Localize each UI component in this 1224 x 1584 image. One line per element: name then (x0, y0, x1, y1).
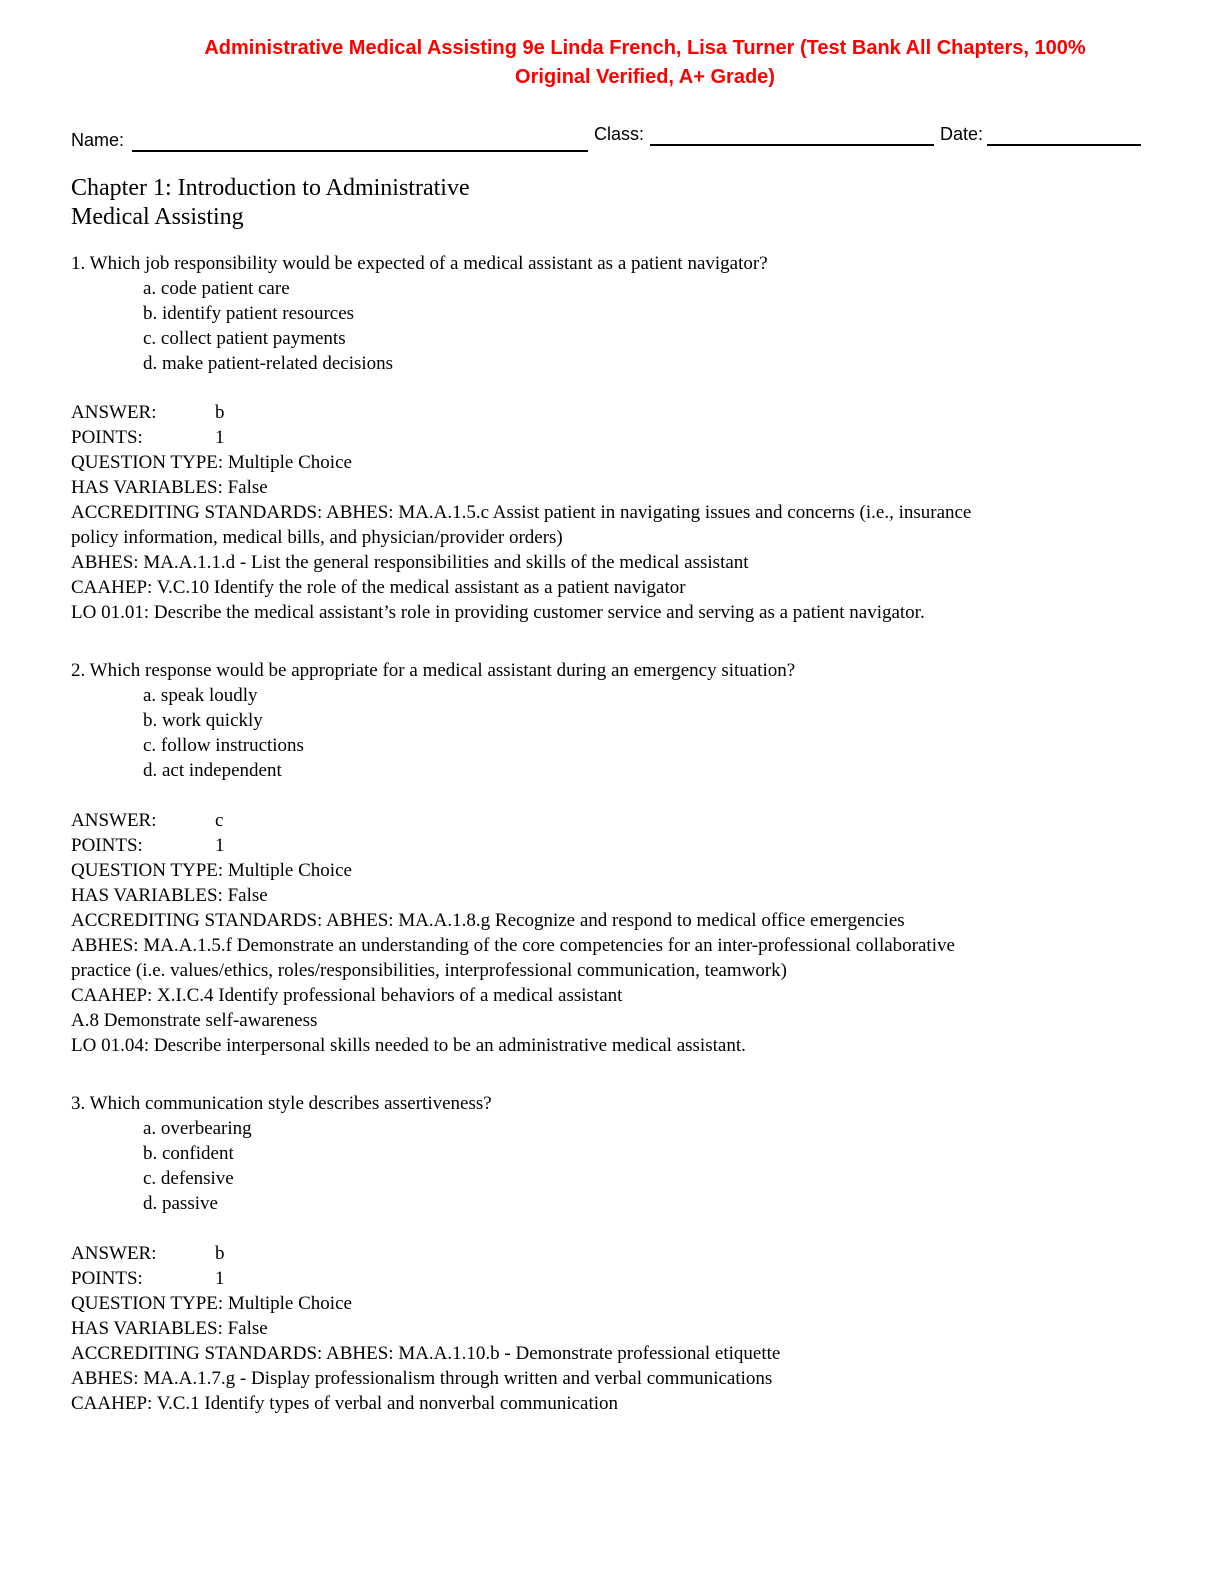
caahep-standard: CAAHEP: X.I.C.4 Identify professional behaviors of a medical assistant (71, 985, 623, 1006)
class-field-line (650, 144, 934, 146)
chapter-title (71, 174, 470, 232)
points-label: POINTS: (71, 835, 143, 856)
abhes-standard: ABHES: MA.A.1.7.g - Display professionalism through written and verbal communications (71, 1368, 773, 1389)
banner-line-2: Original Verified, A+ Grade) (515, 66, 775, 88)
question-stem: 1. Which job responsibility would be expected of a medical assistant as a patient navigator? (71, 253, 768, 274)
answer-option: b. confident (143, 1143, 234, 1164)
question-stem: 2. Which response would be appropriate for a medical assistant during an emergency situation? (71, 660, 796, 681)
additional-standard: A.8 Demonstrate self-awareness (71, 1010, 318, 1031)
answer-option: d. passive (143, 1193, 218, 1214)
banner-line-1: Administrative Medical Assisting 9e Linda French, Lisa Turner (Test Bank All Chapters, 100% (204, 37, 1086, 59)
points-value: 1 (215, 427, 225, 448)
date-field-line (987, 144, 1141, 146)
has-variables: HAS VARIABLES: False (71, 477, 268, 498)
date-label: Date: (940, 124, 984, 144)
question-type: QUESTION TYPE: Multiple Choice (71, 1293, 352, 1314)
accrediting-standards-cont: policy information, medical bills, and physician/provider orders) (71, 527, 563, 548)
points-value: 1 (215, 1268, 225, 1289)
points-label: POINTS: (71, 427, 143, 448)
accrediting-standards: ACCREDITING STANDARDS: ABHES: MA.A.1.10.b - Demonstrate professional etiquette (71, 1343, 781, 1364)
answer-option: a. speak loudly (143, 685, 258, 706)
question-type: QUESTION TYPE: Multiple Choice (71, 452, 352, 473)
question-stem: 3. Which communication style describes assertiveness? (71, 1093, 492, 1114)
learning-objective: LO 01.04: Describe interpersonal skills needed to be an administrative medical assistant. (71, 1035, 746, 1056)
chapter-title-line-1: Chapter 1: Introduction to Administrative (71, 175, 470, 201)
class-label: Class: (594, 124, 645, 144)
points-label: POINTS: (71, 1268, 143, 1289)
answer-option: b. work quickly (143, 710, 263, 731)
answer-option: d. act independent (143, 760, 282, 781)
answer-label: ANSWER: (71, 1243, 157, 1264)
answer-label: ANSWER: (71, 402, 157, 423)
learning-objective: LO 01.01: Describe the medical assistant’s role in providing customer service and serving as a patient navigator. (71, 602, 925, 623)
answer-option: c. collect patient payments (143, 328, 346, 349)
name-field-line (132, 150, 588, 152)
answer-value: b (215, 402, 225, 423)
chapter-title-line-2: Medical Assisting (71, 204, 244, 230)
answer-option: c. follow instructions (143, 735, 304, 756)
answer-option: c. defensive (143, 1168, 234, 1189)
abhes-standard-cont: practice (i.e. values/ethics, roles/responsibilities, interprofessional communication, teamwork) (71, 960, 787, 981)
caahep-standard: CAAHEP: V.C.10 Identify the role of the medical assistant as a patient navigator (71, 577, 686, 598)
answer-value: c (215, 810, 224, 831)
caahep-standard: CAAHEP: V.C.1 Identify types of verbal and nonverbal communication (71, 1393, 619, 1414)
answer-option: a. code patient care (143, 278, 290, 299)
document-banner (100, 34, 1190, 92)
abhes-standard: ABHES: MA.A.1.5.f Demonstrate an understanding of the core competencies for an inter-professional collaborative (71, 935, 955, 956)
has-variables: HAS VARIABLES: False (71, 885, 268, 906)
has-variables: HAS VARIABLES: False (71, 1318, 268, 1339)
answer-option: b. identify patient resources (143, 303, 355, 324)
answer-label: ANSWER: (71, 810, 157, 831)
accrediting-standards: ACCREDITING STANDARDS: ABHES: MA.A.1.5.c Assist patient in navigating issues and concerns (i.e., insurance (71, 502, 972, 523)
accrediting-standards: ACCREDITING STANDARDS: ABHES: MA.A.1.8.g Recognize and respond to medical office emergencies (71, 910, 905, 931)
question-type: QUESTION TYPE: Multiple Choice (71, 860, 352, 881)
answer-option: a. overbearing (143, 1118, 252, 1139)
answer-option: d. make patient-related decisions (143, 353, 394, 374)
answer-value: b (215, 1243, 225, 1264)
abhes-standard: ABHES: MA.A.1.1.d - List the general responsibilities and skills of the medical assistant (71, 552, 749, 573)
name-label: Name: (71, 130, 125, 150)
points-value: 1 (215, 835, 225, 856)
